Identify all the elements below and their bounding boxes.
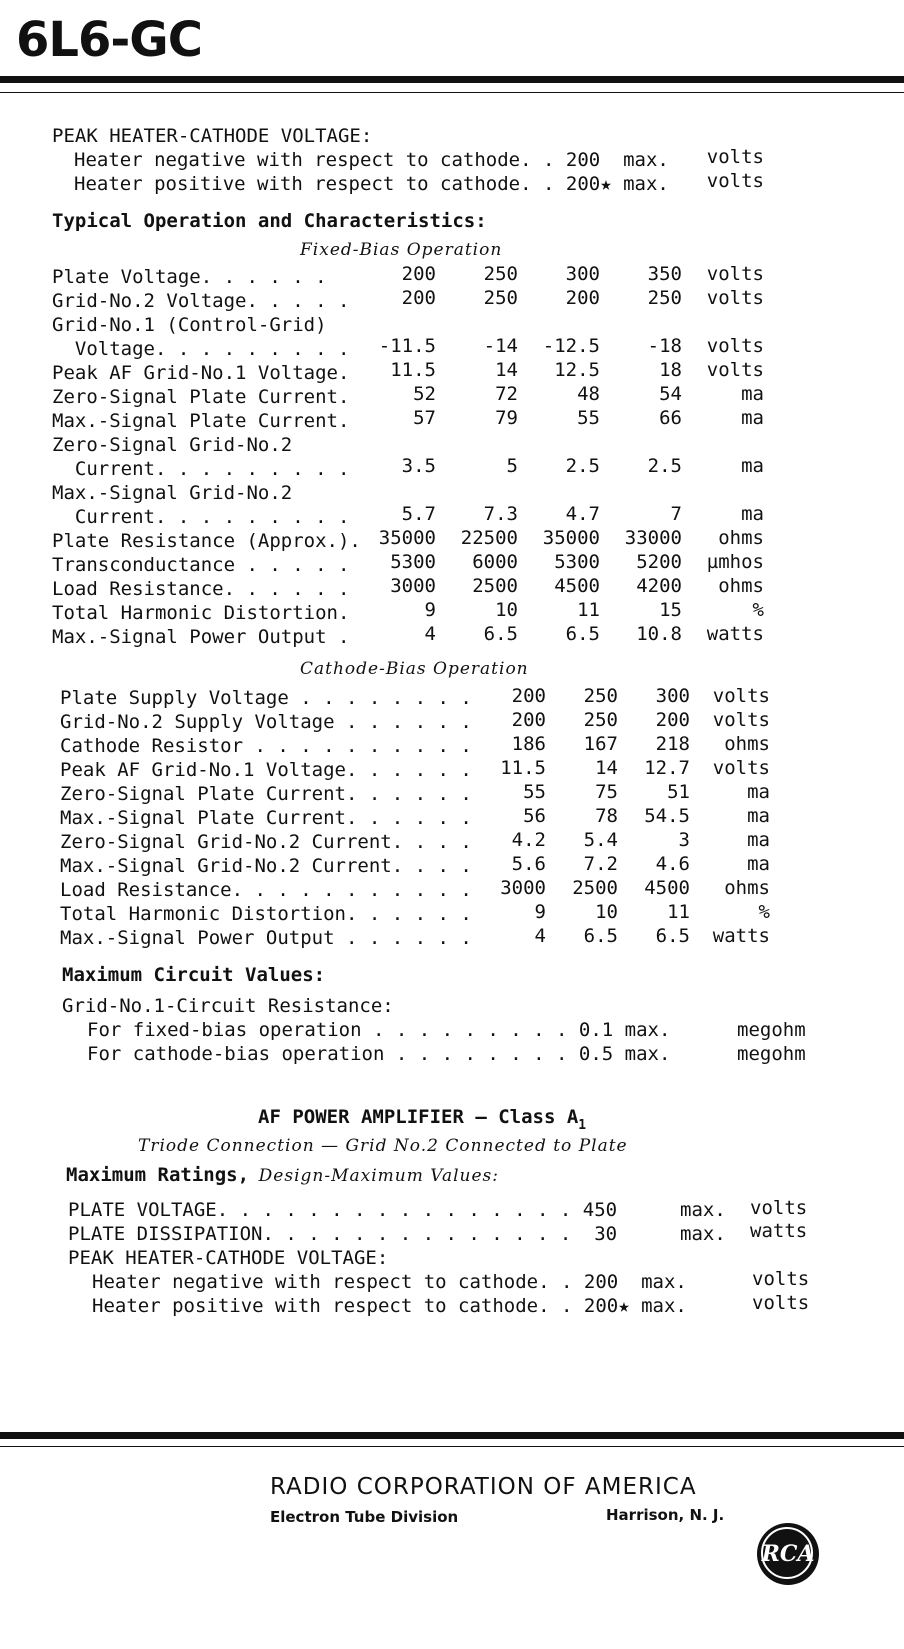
fixed-row-value: 5200 bbox=[636, 551, 682, 573]
fixed-row-label: Grid-No.2 Voltage. . . . . bbox=[52, 290, 350, 312]
fixed-row-label: Current. . . . . . . . . bbox=[52, 458, 350, 480]
fixed-row-value: 57 bbox=[413, 407, 436, 429]
cathode-row-value: 11.5 bbox=[500, 757, 546, 779]
cathode-row-label: Zero-Signal Plate Current. . . . . . bbox=[60, 783, 472, 805]
cathode-row-unit: volts bbox=[712, 709, 770, 731]
cathode-row-value: 56 bbox=[523, 805, 546, 827]
fixed-row-value: 200 bbox=[565, 287, 600, 309]
fixed-row-label: Current. . . . . . . . . bbox=[52, 506, 350, 528]
footer-rule-thick bbox=[0, 1432, 904, 1439]
af-amp-row-1: PLATE VOLTAGE. . . . . . . . . . . . . . . . 450 bbox=[68, 1199, 618, 1221]
cathode-row-unit: ma bbox=[747, 853, 770, 875]
cathode-row-value: 200 bbox=[511, 685, 546, 707]
cathode-row-unit: volts bbox=[712, 757, 770, 779]
cathode-row-unit: volts bbox=[712, 685, 770, 707]
fixed-row-value: 2500 bbox=[472, 575, 518, 597]
typical-heading: Typical Operation and Characteristics: bbox=[52, 210, 487, 232]
fixed-row-label: Transconductance . . . . . bbox=[52, 554, 350, 576]
fixed-row-value: 6.5 bbox=[483, 623, 518, 645]
fixed-row-value: 10 bbox=[495, 599, 518, 621]
cathode-row-value: 54.5 bbox=[644, 805, 690, 827]
fixed-row-value: 4.7 bbox=[565, 503, 600, 525]
cathode-row-unit: ma bbox=[747, 781, 770, 803]
cathode-row-value: 200 bbox=[511, 709, 546, 731]
cathode-row-value: 14 bbox=[595, 757, 618, 779]
header-rule-thick bbox=[0, 76, 904, 83]
fixed-row-value: 6.5 bbox=[565, 623, 600, 645]
cathode-row-value: 6.5 bbox=[655, 925, 690, 947]
cathode-row-label: Max.-Signal Plate Current. . . . . . bbox=[60, 807, 472, 829]
af-amp-hc-row-2-unit: volts bbox=[752, 1292, 810, 1314]
fixed-row-unit: µmhos bbox=[706, 551, 764, 573]
rca-logo-ring bbox=[761, 1527, 813, 1579]
af-amp-row-1-unit: volts bbox=[750, 1197, 808, 1219]
cathode-row-value: 2500 bbox=[572, 877, 618, 899]
footer-division: Electron Tube Division bbox=[270, 1508, 459, 1526]
fixed-row-label: Peak AF Grid-No.1 Voltage. bbox=[52, 362, 350, 384]
cathode-row-value: 6.5 bbox=[583, 925, 618, 947]
fixed-row-value: 48 bbox=[577, 383, 600, 405]
fixed-row-value: 22500 bbox=[460, 527, 518, 549]
af-amp-ratings-heading bbox=[66, 1164, 499, 1186]
fixed-row-value: -11.5 bbox=[378, 335, 436, 357]
peak-hc-row-1-unit: volts bbox=[706, 146, 764, 168]
fixed-row-value: 10.8 bbox=[636, 623, 682, 645]
fixed-row-value: 5300 bbox=[554, 551, 600, 573]
cathode-row-label: Cathode Resistor . . . . . . . . . . bbox=[60, 735, 472, 757]
cathode-row-value: 4 bbox=[534, 925, 546, 947]
cathode-row-value: 200 bbox=[655, 709, 690, 731]
fixed-row-label: Zero-Signal Plate Current. bbox=[52, 386, 350, 408]
fixed-row-value: 72 bbox=[495, 383, 518, 405]
af-amp-heading-sub: 1 bbox=[578, 1118, 587, 1133]
page-title: 6L6-GC bbox=[16, 12, 202, 68]
fixed-row-value: 2.5 bbox=[565, 455, 600, 477]
fixed-row-value: 54 bbox=[659, 383, 682, 405]
fixed-row-value: 35000 bbox=[542, 527, 600, 549]
fixed-row-value: 250 bbox=[483, 287, 518, 309]
fixed-row-value: 4200 bbox=[636, 575, 682, 597]
cathode-row-value: 75 bbox=[595, 781, 618, 803]
fixed-row-label: Zero-Signal Grid-No.2 bbox=[52, 434, 293, 456]
cathode-row-value: 4500 bbox=[644, 877, 690, 899]
cathode-row-label: Load Resistance. . . . . . . . . . . bbox=[60, 879, 472, 901]
cathode-row-value: 10 bbox=[595, 901, 618, 923]
cathode-row-value: 250 bbox=[583, 685, 618, 707]
cathode-row-value: 3000 bbox=[500, 877, 546, 899]
cathode-bias-subtitle: Cathode-Bias Operation bbox=[300, 659, 529, 679]
cathode-row-label: Zero-Signal Grid-No.2 Current. . . . bbox=[60, 831, 472, 853]
cathode-row-value: 167 bbox=[583, 733, 618, 755]
max-circuit-row-1-unit: megohm bbox=[737, 1019, 806, 1041]
fixed-row-value: 79 bbox=[495, 407, 518, 429]
cathode-row-label: Peak AF Grid-No.1 Voltage. . . . . . bbox=[60, 759, 472, 781]
fixed-row-unit: volts bbox=[706, 287, 764, 309]
fixed-row-value: 200 bbox=[401, 287, 436, 309]
fixed-row-value: 6000 bbox=[472, 551, 518, 573]
fixed-row-label: Max.-Signal Plate Current. bbox=[52, 410, 350, 432]
fixed-row-value: 3.5 bbox=[401, 455, 436, 477]
cathode-row-value: 55 bbox=[523, 781, 546, 803]
fixed-row-value: 200 bbox=[401, 263, 436, 285]
cathode-row-value: 12.7 bbox=[644, 757, 690, 779]
fixed-row-value: 300 bbox=[565, 263, 600, 285]
cathode-row-value: 78 bbox=[595, 805, 618, 827]
max-circuit-row-1: For fixed-bias operation . . . . . . . . . 0.1 max. bbox=[87, 1019, 671, 1041]
fixed-row-value: 14 bbox=[495, 359, 518, 381]
cathode-row-unit: ohms bbox=[724, 733, 770, 755]
fixed-row-label: Voltage. . . . . . . . . bbox=[52, 338, 350, 360]
fixed-row-value: 11.5 bbox=[390, 359, 436, 381]
fixed-row-value: 55 bbox=[577, 407, 600, 429]
af-amp-ratings-bold: Maximum Ratings, bbox=[66, 1164, 250, 1186]
fixed-row-value: 4500 bbox=[554, 575, 600, 597]
cathode-row-value: 51 bbox=[667, 781, 690, 803]
fixed-row-value: 250 bbox=[647, 287, 682, 309]
af-amp-row-2-max: max. bbox=[680, 1223, 726, 1245]
fixed-row-unit: ma bbox=[741, 407, 764, 429]
cathode-row-label: Max.-Signal Power Output . . . . . . bbox=[60, 927, 472, 949]
footer-company: RADIO CORPORATION OF AMERICA bbox=[270, 1474, 697, 1500]
fixed-row-value: 2.5 bbox=[647, 455, 682, 477]
af-amp-hc-heading: PEAK HEATER-CATHODE VOLTAGE: bbox=[68, 1247, 389, 1269]
af-amp-heading bbox=[258, 1106, 587, 1133]
rca-logo-text: RCA bbox=[761, 1541, 815, 1567]
cathode-row-value: 3 bbox=[678, 829, 690, 851]
af-amp-heading-text: AF POWER AMPLIFIER — Class A bbox=[258, 1106, 579, 1128]
cathode-row-value: 4.2 bbox=[511, 829, 546, 851]
fixed-row-value: 7 bbox=[670, 503, 682, 525]
fixed-row-label: Plate Voltage. . . . . . bbox=[52, 266, 327, 288]
fixed-row-unit: volts bbox=[706, 263, 764, 285]
footer-rule-thin bbox=[0, 1446, 904, 1447]
fixed-row-unit: % bbox=[752, 599, 764, 621]
af-amp-ratings-italic: Design-Maximum Values: bbox=[258, 1166, 500, 1186]
fixed-row-unit: ma bbox=[741, 503, 764, 525]
header-rule-thin bbox=[0, 92, 904, 93]
fixed-row-value: 33000 bbox=[624, 527, 682, 549]
fixed-row-unit: ohms bbox=[718, 527, 764, 549]
peak-hc-heading: PEAK HEATER-CATHODE VOLTAGE: bbox=[52, 125, 373, 147]
cathode-row-value: 5.4 bbox=[583, 829, 618, 851]
fixed-row-value: 7.3 bbox=[483, 503, 518, 525]
fixed-row-unit: volts bbox=[706, 359, 764, 381]
fixed-row-value: 15 bbox=[659, 599, 682, 621]
fixed-row-unit: ohms bbox=[718, 575, 764, 597]
fixed-row-label: Max.-Signal Grid-No.2 bbox=[52, 482, 293, 504]
fixed-row-value: 35000 bbox=[378, 527, 436, 549]
fixed-row-label: Plate Resistance (Approx.). bbox=[52, 530, 361, 552]
cathode-row-value: 4.6 bbox=[655, 853, 690, 875]
cathode-row-label: Total Harmonic Distortion. . . . . . bbox=[60, 903, 472, 925]
cathode-row-unit: ohms bbox=[724, 877, 770, 899]
fixed-row-value: -14 bbox=[483, 335, 518, 357]
fixed-row-value: 18 bbox=[659, 359, 682, 381]
peak-hc-row-2-unit: volts bbox=[706, 170, 764, 192]
fixed-row-value: 5 bbox=[506, 455, 518, 477]
fixed-row-value: 9 bbox=[424, 599, 436, 621]
cathode-row-value: 11 bbox=[667, 901, 690, 923]
fixed-row-unit: volts bbox=[706, 335, 764, 357]
fixed-row-label: Total Harmonic Distortion. bbox=[52, 602, 350, 624]
fixed-row-label: Grid-No.1 (Control-Grid) bbox=[52, 314, 327, 336]
fixed-row-value: 4 bbox=[424, 623, 436, 645]
cathode-row-unit: % bbox=[758, 901, 770, 923]
fixed-row-value: 66 bbox=[659, 407, 682, 429]
fixed-row-value: 12.5 bbox=[554, 359, 600, 381]
cathode-row-unit: ma bbox=[747, 805, 770, 827]
cathode-row-value: 300 bbox=[655, 685, 690, 707]
fixed-row-value: 3000 bbox=[390, 575, 436, 597]
max-circuit-row-2-unit: megohm bbox=[737, 1043, 806, 1065]
af-amp-row-2-unit: watts bbox=[750, 1220, 808, 1242]
fixed-row-value: 350 bbox=[647, 263, 682, 285]
fixed-row-unit: ma bbox=[741, 455, 764, 477]
fixed-row-label: Load Resistance. . . . . . bbox=[52, 578, 350, 600]
cathode-row-value: 218 bbox=[655, 733, 690, 755]
fixed-row-value: -18 bbox=[647, 335, 682, 357]
fixed-row-unit: ma bbox=[741, 383, 764, 405]
fixed-row-value: 250 bbox=[483, 263, 518, 285]
max-circuit-line1: Grid-No.1-Circuit Resistance: bbox=[62, 995, 394, 1017]
cathode-row-value: 5.6 bbox=[511, 853, 546, 875]
af-amp-hc-row-1-unit: volts bbox=[752, 1268, 810, 1290]
fixed-row-value: 11 bbox=[577, 599, 600, 621]
af-amp-subtitle: Triode Connection — Grid No.2 Connected to Plate bbox=[138, 1136, 628, 1156]
cathode-row-value: 250 bbox=[583, 709, 618, 731]
cathode-row-unit: ma bbox=[747, 829, 770, 851]
fixed-row-value: 5300 bbox=[390, 551, 436, 573]
peak-hc-row-2: Heater positive with respect to cathode. . 200★ max. bbox=[74, 173, 669, 195]
cathode-row-label: Plate Supply Voltage . . . . . . . . bbox=[60, 687, 472, 709]
af-amp-row-2: PLATE DISSIPATION. . . . . . . . . . . . . . 30 bbox=[68, 1223, 618, 1245]
fixed-row-value: -12.5 bbox=[542, 335, 600, 357]
cathode-row-value: 9 bbox=[534, 901, 546, 923]
fixed-row-unit: watts bbox=[706, 623, 764, 645]
cathode-row-unit: watts bbox=[712, 925, 770, 947]
max-circuit-row-2: For cathode-bias operation . . . . . . . . 0.5 max. bbox=[87, 1043, 671, 1065]
cathode-row-label: Max.-Signal Grid-No.2 Current. . . . bbox=[60, 855, 472, 877]
cathode-row-value: 186 bbox=[511, 733, 546, 755]
fixed-row-value: 5.7 bbox=[401, 503, 436, 525]
footer-location: Harrison, N. J. bbox=[606, 1506, 725, 1524]
af-amp-hc-row-1: Heater negative with respect to cathode. . 200 max. bbox=[92, 1271, 687, 1293]
fixed-row-value: 52 bbox=[413, 383, 436, 405]
peak-hc-row-1: Heater negative with respect to cathode. . 200 max. bbox=[74, 149, 669, 171]
fixed-bias-subtitle: Fixed-Bias Operation bbox=[300, 240, 503, 260]
fixed-row-label: Max.-Signal Power Output . bbox=[52, 626, 350, 648]
af-amp-hc-row-2: Heater positive with respect to cathode. . 200★ max. bbox=[92, 1295, 687, 1317]
max-circuit-heading: Maximum Circuit Values: bbox=[62, 964, 326, 986]
cathode-row-value: 7.2 bbox=[583, 853, 618, 875]
af-amp-row-1-max: max. bbox=[680, 1199, 726, 1221]
cathode-row-label: Grid-No.2 Supply Voltage . . . . . . bbox=[60, 711, 472, 733]
